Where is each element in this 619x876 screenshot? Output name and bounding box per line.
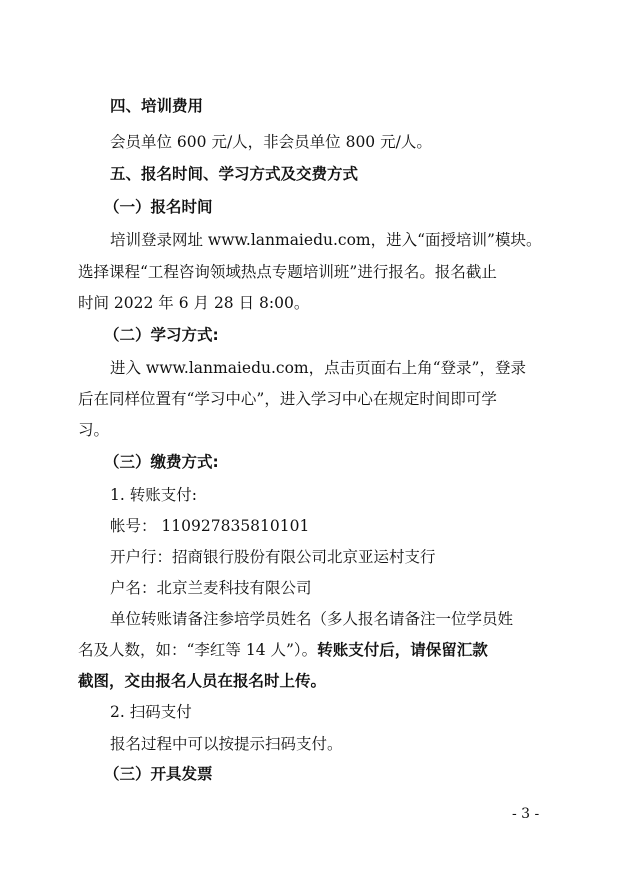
paragraph-line: 后在同样位置有“学习中心”，进入学习中心在规定时间即可学	[78, 390, 497, 408]
paragraph-line: 时间 2022 年 6 月 28 日 8:00。	[78, 294, 310, 312]
paragraph-line: 习。	[78, 421, 110, 439]
page-number: - 3 -	[512, 806, 540, 822]
paragraph-line: 选择课程“工程咨询领域热点专题培训班”进行报名。报名截止	[78, 263, 497, 281]
section-heading-registration: 五、报名时间、学习方式及交费方式	[110, 165, 359, 183]
note-emphasis-line: 截图，交由报名人员在报名时上传。	[78, 672, 327, 690]
note-text: 名及人数，如：“李红等 14 人”）。	[78, 641, 318, 659]
paragraph-line: 进入 www.lanmaiedu.com，点击页面右上角“登录”，登录	[110, 359, 526, 377]
subheading-registration-time: （一）报名时间	[104, 198, 213, 216]
fee-text: 会员单位 600 元/人，非会员单位 800 元/人。	[110, 133, 432, 151]
list-item-transfer: 1. 转账支付:	[110, 486, 197, 504]
note-emphasis: 转账支付后，请保留汇款	[317, 641, 488, 659]
paragraph-line: 培训登录网址 www.lanmaiedu.com，进入“面授培训”模块。	[110, 231, 542, 249]
bank-name: 开户行：招商银行股份有限公司北京亚运村支行	[110, 548, 436, 566]
scan-description: 报名过程中可以按提示扫码支付。	[110, 735, 343, 753]
list-item-scan: 2. 扫码支付	[110, 703, 192, 721]
section-heading-training-fee: 四、培训费用	[110, 97, 204, 115]
paragraph-line	[78, 640, 488, 660]
subheading-invoice: （三）开具发票	[104, 765, 213, 783]
account-number: 帐号： 110927835810101	[110, 517, 310, 535]
account-name: 户名：北京兰麦科技有限公司	[110, 579, 312, 597]
subheading-study-method: （二）学习方式:	[104, 326, 219, 344]
paragraph-line: 单位转账请备注参培学员姓名（多人报名请备注一位学员姓	[110, 610, 514, 628]
subheading-payment-method: （三）缴费方式:	[104, 453, 219, 471]
